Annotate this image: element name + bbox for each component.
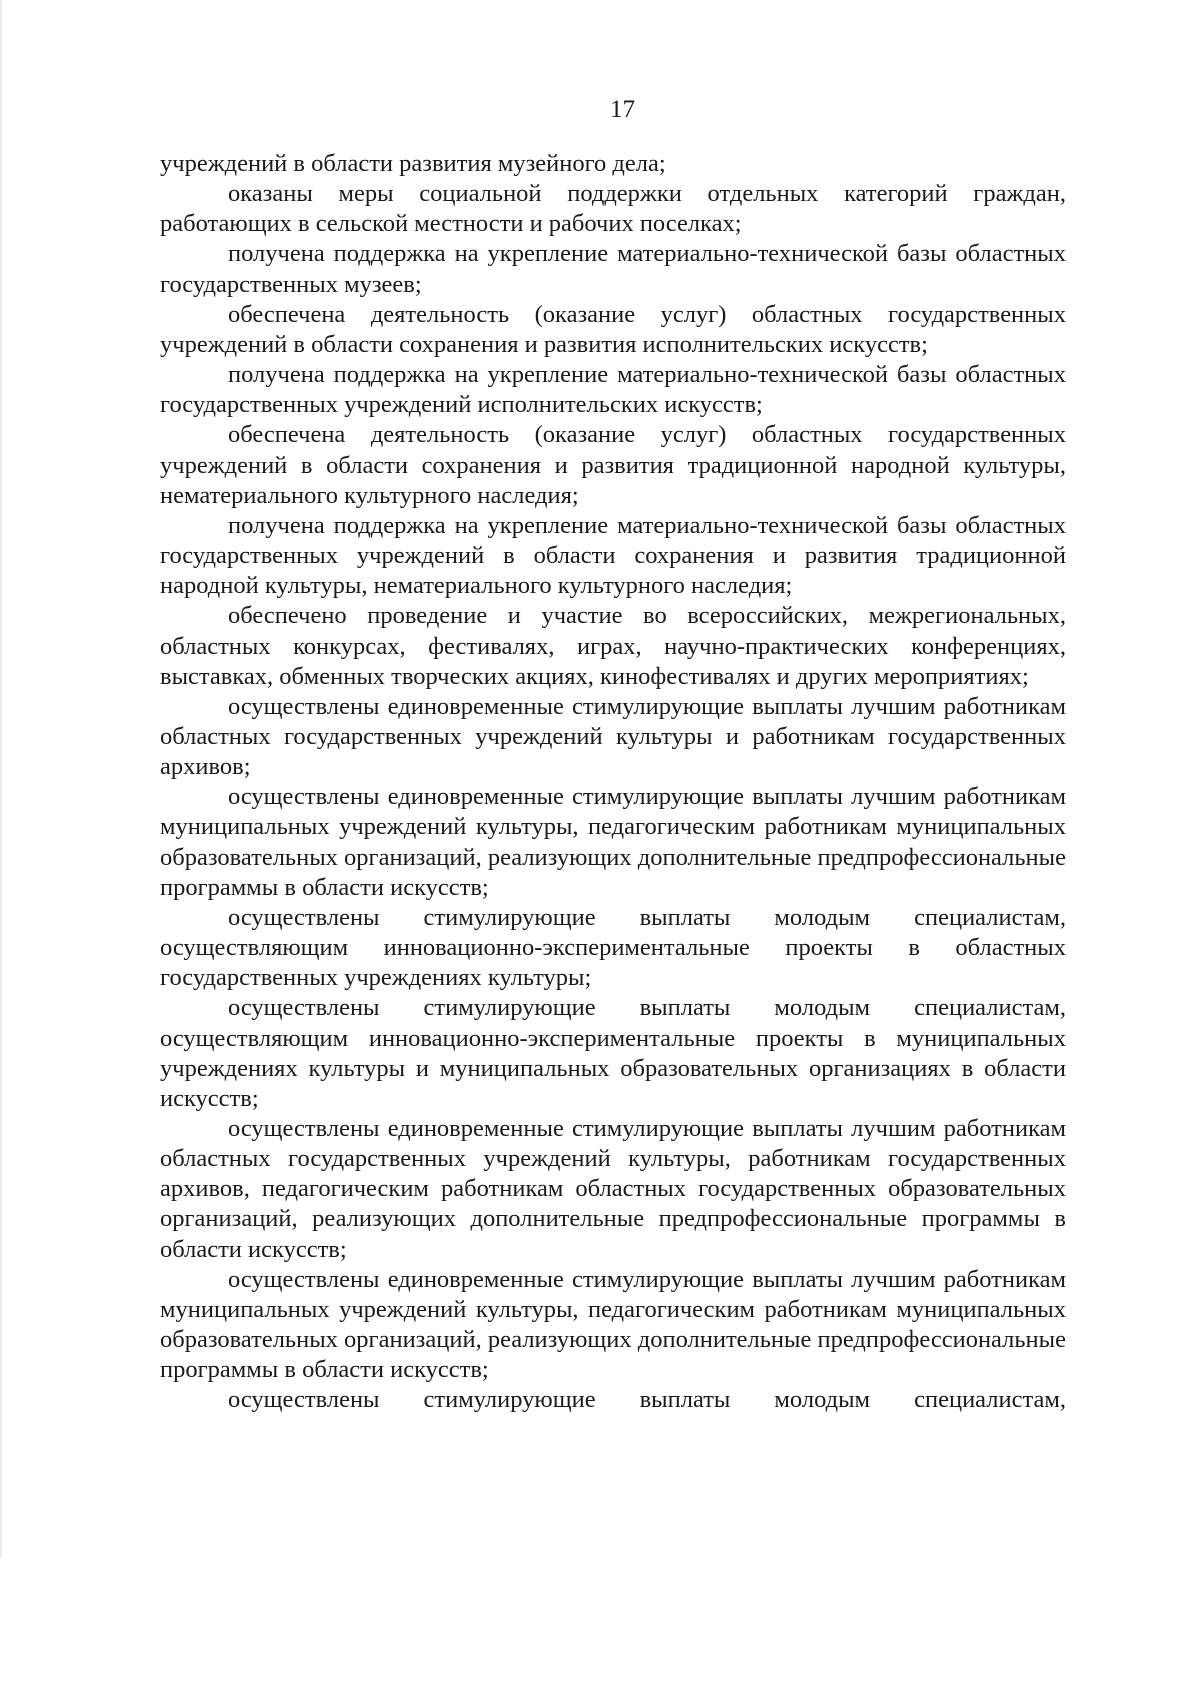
paragraph-continuation: учреждений в области развития музейного дела; (160, 150, 666, 177)
paragraph-continued: осуществлены стимулирующие выплаты молодым специалистам, (228, 1386, 1066, 1414)
paragraph: осуществлены единовременные стимулирующие выплаты лучшим работникам областных государственных учреждений культуры и работникам государственных архивов; (160, 692, 1066, 781)
paragraph: осуществлены стимулирующие выплаты молодым специалистам, осуществляющим инновационно-экспериментальные проекты в муниципальных учреждениях культуры и муниципальных образовательных организациях в области искусств; (160, 994, 1066, 1112)
paragraph: обеспечено проведение и участие во всероссийских, межрегиональных, областных конкурсах, фестивалях, играх, научно-практических конференциях, выставках, обменных творческих акциях, кинофестивалях и других мероприятиях; (160, 602, 1066, 690)
paragraph: осуществлены единовременные стимулирующие выплаты лучшим работникам областных государственных учреждений культуры, работникам государственных архивов, педагогическим работникам областных государственных образовательных организаций, реализующих дополнительные предпрофессиональные программы в области искусств; (160, 1115, 1066, 1263)
paragraph: обеспечена деятельность (оказание услуг) областных государственных учреждений в области сохранения и развития традиционной народной культуры, нематериального культурного наследия; (160, 421, 1066, 509)
paragraph: получена поддержка на укрепление материально-технической базы областных государственных учреждений исполнительских искусств; (160, 361, 1066, 419)
body-text (160, 149, 1066, 1416)
page-number: 17 (610, 96, 635, 123)
paragraph: получена поддержка на укрепление материально-технической базы областных государственных музеев; (160, 240, 1066, 298)
scan-edge-shadow (0, 0, 3, 1558)
paragraph: обеспечена деятельность (оказание услуг) областных государственных учреждений в области сохранения и развития исполнительских искусств; (160, 300, 1066, 358)
paragraph: осуществлены стимулирующие выплаты молодым специалистам, осуществляющим инновационно-экспериментальные проекты в областных государственных учреждениях культуры; (160, 903, 1066, 992)
paragraph: оказаны меры социальной поддержки отдельных категорий граждан, работающих в сельской местности и рабочих поселках; (160, 180, 1066, 238)
paragraph: осуществлены единовременные стимулирующие выплаты лучшим работникам муниципальных учреждений культуры, педагогическим работникам муниципальных образовательных организаций, реализующих дополнительные предпрофессиональные программы в области искусств; (160, 1265, 1066, 1384)
paragraph: осуществлены единовременные стимулирующие выплаты лучшим работникам муниципальных учреждений культуры, педагогическим работникам муниципальных образовательных организаций, реализующих дополнительные предпрофессиональные программы в области искусств; (160, 783, 1066, 901)
paragraph: получена поддержка на укрепление материально-технической базы областных государственных учреждений в области сохранения и развития традиционной народной культуры, нематериального культурного наследия; (160, 511, 1066, 600)
